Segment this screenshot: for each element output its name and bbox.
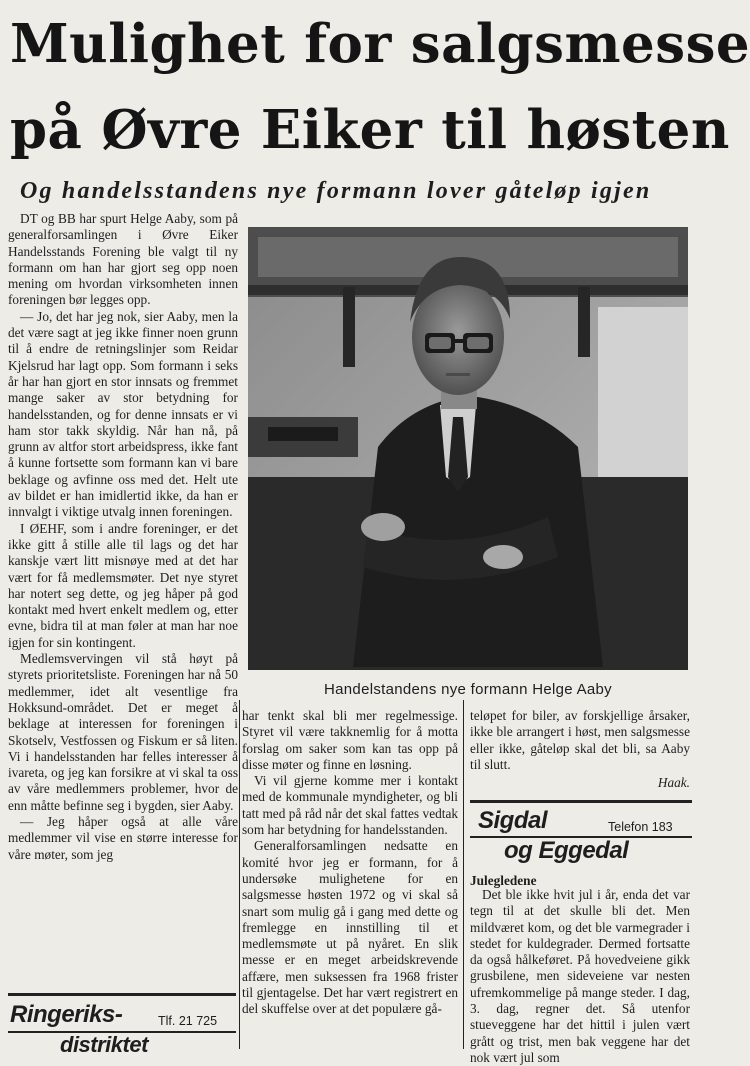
article-paragraph: teløpet for biler, av forskjellige årsaker, ikke ble arrangert i høst, men salgsmesse eller ikke, gåteløp skal det bli, sa Aaby til slutt. <box>470 708 690 772</box>
section-phone: Tlf. 21 725 <box>158 1014 218 1028</box>
article-paragraph: Generalforsamlingen nedsatte en komité hvor jeg er formann, for å undersøke mulighetene for en salgsmesse høsten 1972 og vi skal så snart som mulig gå i gang med dette og fremlegge en innstilling til et medlemsmøte ut på nyåret. En slik messe er en meget arbeidskrevende affære, men suksessen fra 1968 frister til gjentagelse. Det har vært registrert en del skuffelse over at det populære gå- <box>242 838 458 1017</box>
section-title-distriktet: distriktet <box>60 1032 148 1057</box>
subheadline: Og handelsstandens nye formann lover gåteløp igjen <box>20 178 652 204</box>
article-paragraph: — Jo, det har jeg nok, sier Aaby, men la det være sagt at jeg ikke finner noen grunn til å endre de retningslinjer som Reidar Kjelsrud har lagt opp. Som formann i seks år har han gjort en stor innsats og fremmet mange saker av stor betydning for handelsstanden, og for denne innsats er vi ham stor takk skyldig. Når han nå, på grunn av altfor stort arbeidspress, ikke fant å kunne fortsette som formann kan vi bare beklage og avfinne oss med det. Helt ute av bildet er han imidlertid ikke, da han er innvalgt i viktige utvalg innen foreningen. <box>8 308 238 520</box>
portrait-photo-drawing <box>248 227 688 670</box>
column-divider <box>239 700 240 1049</box>
sigdal-article-body <box>470 887 690 1065</box>
author-signature: Haak. <box>657 775 690 791</box>
article-paragraph: I ØEHF, som i andre foreninger, er det ikke gitt å stille alle til lags og det har kanskje vært litt misnøye med at det har vært for få medlemsmøter. Det nye styret har notert seg dette, og jeg håper på god kontakt med hvert enkelt medlem og, etter evne, bidra til at man føler at man har noe igjen for sin kontingent. <box>8 520 238 650</box>
section-title-ringeriks: Ringeriks- <box>10 1001 123 1028</box>
headline-line-2: på Øvre Eiker til høsten <box>10 99 730 161</box>
article-paragraph: Medlemsvervingen vil stå høyt på styrets prioritetsliste. Foreningen har nå 50 medlemmer, idet alt vesentlige fra Hokksund-området. Det er meget å beklage at interessen for foreningen i Skotselv, Vestfossen og Fiskum er så liten. Vi i handelsstanden har felles interesser å ivareta, og jeg kan forsikre at vi skal ta oss av våre medlemmers problemer, hvor de enn måtte befinne seg i bygden, sier Aaby. <box>8 651 238 813</box>
portrait-photo <box>248 227 688 670</box>
article-column-3 <box>470 708 690 792</box>
column-divider <box>463 700 464 1049</box>
section-title-eggedal: og Eggedal <box>504 837 629 864</box>
article-paragraph: Vi vil gjerne komme mer i kontakt med de kommunale myndigheter, og bli tatt med på råd når det skal fattes vedtak som har betydning for handelsstanden. <box>242 773 458 838</box>
article-paragraph: — Jeg håper også at alle våre medlemmer vil vise en større interesse for våre møter, som jeg <box>8 813 238 862</box>
article-paragraph: DT og BB har spurt Helge Aaby, som på generalforsamlingen i Øvre Eiker Handelsstands Forening ble valgt til ny formann om han har gjort seg opp noen mening om hvordan virksomheten innen foreningen bør legges opp. <box>8 211 238 308</box>
section-rule <box>470 800 692 803</box>
article-column-2 <box>242 708 458 1049</box>
photo-caption: Handelstandens nye formann Helge Aaby <box>324 681 612 698</box>
article-paragraph: har tenkt skal bli mer regelmessige. Styret vil være takknemlig for å motta forslag om saker som kan tas opp på disse møter og finne en løsning. <box>242 708 458 772</box>
section-phone: Telefon 183 <box>608 820 673 834</box>
section-title-sigdal: Sigdal <box>478 807 548 834</box>
article-paragraph: Det ble ikke hvit jul i år, enda det var tegn til at det skulle bli det. Men mildværet kom, og det ble varmegrader i stedet for kuldegrader. Dermed fortsatte da også hålkeføret. På hovedveiene gikk grusbilene, men sideveiene var nesten ufremkommelige på mange steder. I dag, 3. dag, regner det. Så utenfor stueveggene har det hittil i julen vært grått og trist, men bak veggene har det nok vært jul som <box>470 887 690 1065</box>
article-column-1 <box>8 211 238 985</box>
headline-line-1: Mulighet for salgsmesse <box>10 13 750 75</box>
section-rule <box>8 993 236 996</box>
section-heading: Julegledene <box>470 873 537 888</box>
